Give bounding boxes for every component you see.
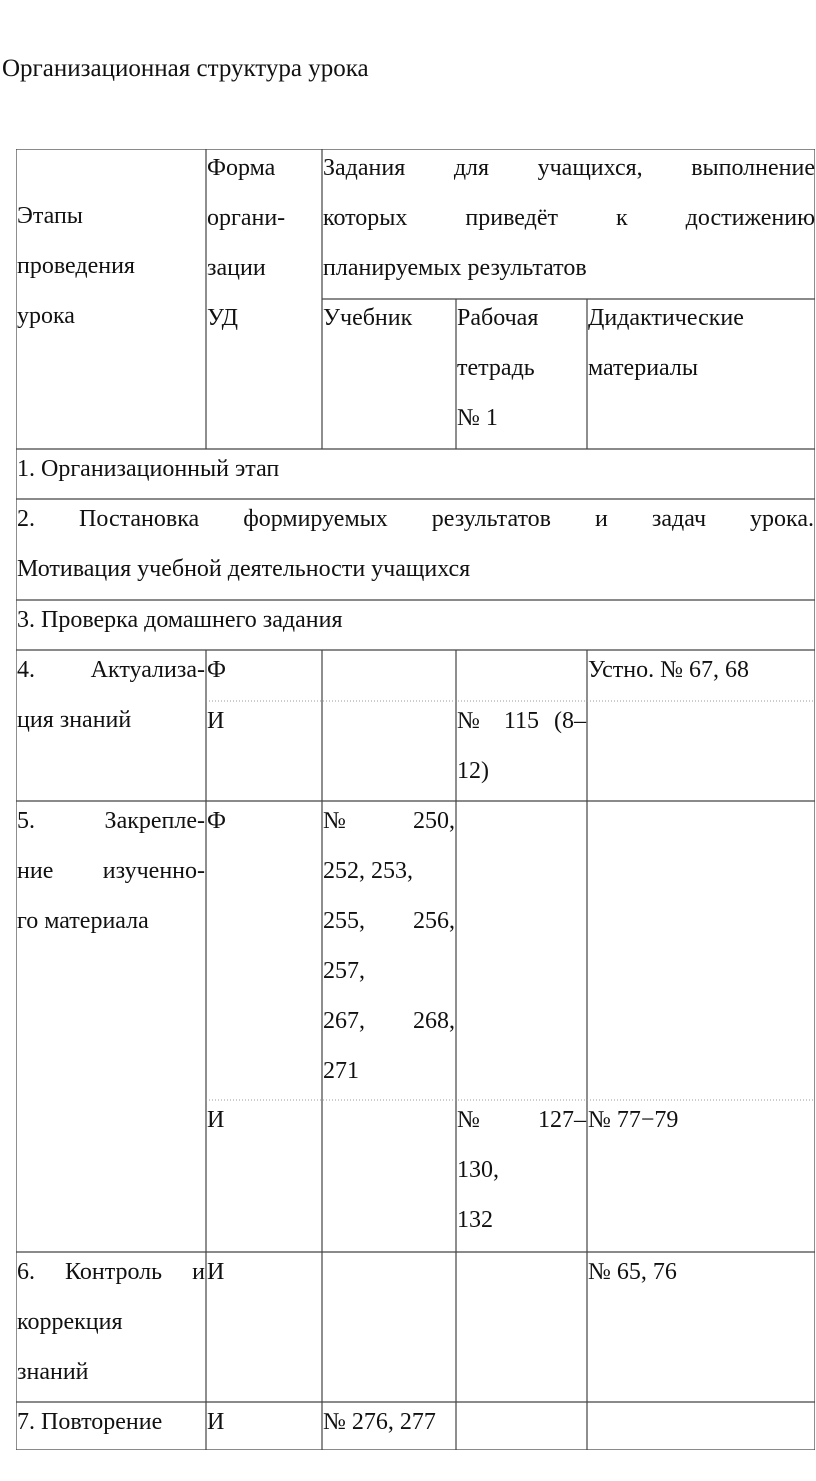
row-2-line1: 2. Постановка формируемых результатов и задач урока. [17,506,814,532]
row-1-organizational: 1. Организационный этап [17,456,280,482]
header-tasks-line3: планируемых результатов [323,255,587,281]
row-5-stage-line1: 5. Закрепле- [17,808,205,834]
document-title: Организационная структура урока [2,55,369,82]
row-4b-form: И [207,708,225,734]
row-4-stage-line1: 4. Актуализа- [17,657,205,683]
row-5a-textbook-line1: № 250, [323,808,455,834]
header-workbook-line1: Рабочая [457,305,539,331]
row-4a-form: Ф [207,657,226,683]
row-7-form: И [207,1409,225,1435]
row-7-stage: 7. Повторение [17,1409,163,1435]
row-4b-workbook-line1: № 115 (8– [457,708,586,734]
header-workbook-line3: № 1 [457,405,498,431]
row-5b-workbook-line2: 130, [457,1157,499,1183]
row-5-stage-line3: го материала [17,908,149,934]
header-form-line1: Форма [207,155,276,181]
row-6-stage-line3: знаний [17,1359,89,1385]
header-didactic-line1: Дидактические [588,305,744,331]
row-4b-workbook-line2: 12) [457,758,489,784]
header-stages-line1: Этапы [17,203,83,229]
row-6-didactic: № 65, 76 [588,1259,677,1285]
row-7-textbook: № 276, 277 [323,1409,436,1435]
header-workbook-line2: тетрадь [457,355,535,381]
header-stages-line2: проведения [17,253,135,279]
row-5b-workbook-line1: № 127– [457,1107,586,1133]
header-form-line4: УД [207,305,238,331]
header-stages-line3: урока [17,303,75,329]
header-textbook: Учебник [323,305,413,331]
row-3-homework-check: 3. Проверка домашнего задания [17,607,343,633]
row-5a-textbook-line6: 271 [323,1058,359,1084]
row-5b-didactic: № 77−79 [588,1107,679,1133]
header-form-line2: органи- [207,205,286,231]
row-4-stage-line2: ция знаний [17,707,132,733]
header-tasks-line2: которых приведёт к достижению [323,205,815,231]
header-didactic-line2: материалы [588,355,699,381]
row-5b-form: И [207,1107,225,1133]
row-6-stage-line1: 6. Контроль и [17,1259,205,1285]
header-tasks-line1: Задания для учащихся, выполнение [323,155,815,181]
row-5a-form: Ф [207,808,226,834]
lesson-structure-table [16,149,815,1450]
row-5-stage-line2: ние изученно- [17,858,205,884]
row-5a-textbook-line2: 252, 253, [323,858,413,884]
header-form-line3: зации [207,255,266,281]
row-5a-textbook-line3: 255, 256, [323,908,455,934]
row-4a-didactic: Устно. № 67, 68 [588,657,749,683]
row-5a-textbook-line4: 257, [323,958,365,984]
row-6-form: И [207,1259,225,1285]
row-5a-textbook-line5: 267, 268, [323,1008,455,1034]
row-5b-workbook-line3: 132 [457,1207,493,1233]
row-6-stage-line2: коррекция [17,1309,123,1335]
row-2-line2: Мотивация учебной деятельности учащихся [17,556,471,582]
